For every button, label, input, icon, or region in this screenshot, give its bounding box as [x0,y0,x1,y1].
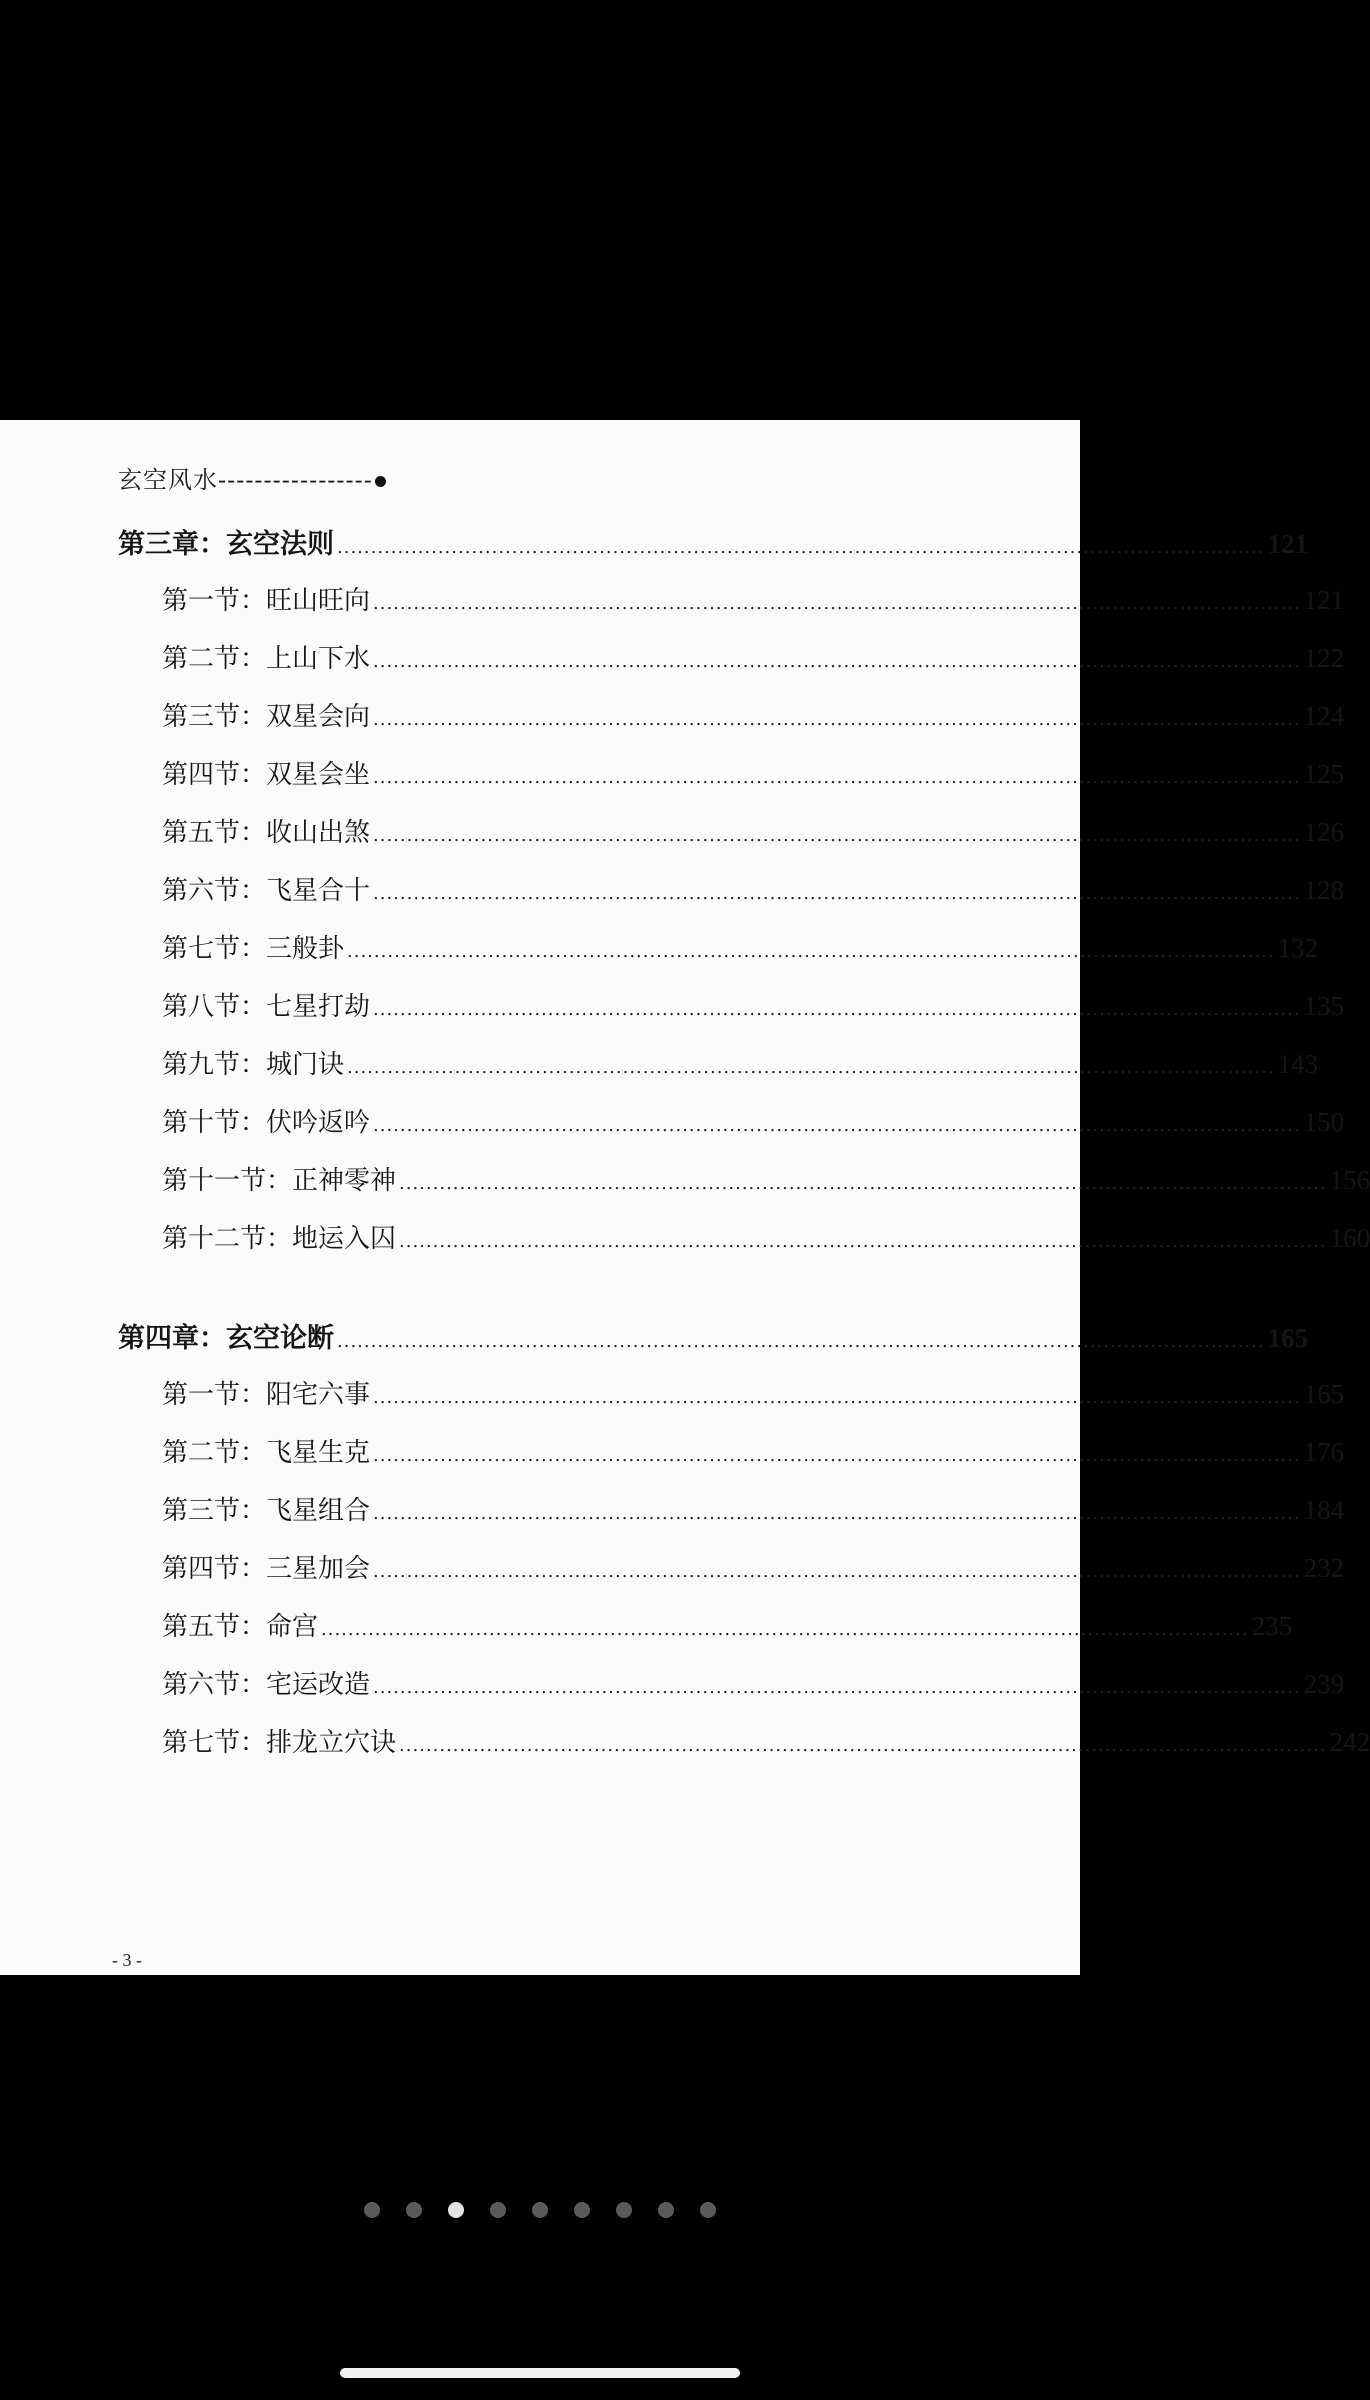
dot-leader: .......................................................................................................................................... [373,825,1301,846]
running-header [118,460,386,495]
dot-leader: .......................................................................................................................................... [373,1115,1301,1136]
toc-section [162,1160,1370,1200]
toc-chapter-4 [118,1316,1309,1356]
dot-leader: .......................................................................................................................................... [373,767,1301,788]
home-indicator-bar[interactable] [340,2368,740,2378]
dot-leader: .......................................................................................................................................... [373,1387,1301,1408]
section-title: 第十二节：地运入囚 [162,1224,397,1254]
dot-leader: .......................................................................................................................................... [347,941,1275,962]
section-page-number: 232 [1303,1553,1345,1583]
toc-section [162,1606,1293,1646]
section-title: 第一节：旺山旺向 [162,586,371,616]
page-dot[interactable] [406,2202,422,2218]
section-title: 第七节：排龙立穴诀 [162,1728,397,1758]
chapter-page-number: 165 [1267,1323,1309,1353]
dot-leader: .......................................................................................................................................... [321,1619,1249,1640]
toc-section [162,1218,1370,1258]
section-title: 第六节：飞星合十 [162,876,371,906]
page-dot[interactable] [658,2202,674,2218]
chapter-title: 第四章：玄空论断 [118,1323,334,1354]
dot-leader: .......................................................................................................................................... [373,1503,1301,1524]
section-page-number: 132 [1277,933,1319,963]
page-number-footer: - 3 - [112,1950,142,1970]
section-title: 第八节：七星打劫 [162,992,371,1022]
dot-leader: .......................................................................................................................................... [399,1173,1327,1194]
dot-leader: .......................................................................................................................................... [337,537,1265,558]
dot-leader: .......................................................................................................................................... [373,593,1301,614]
section-title: 第五节：收山出煞 [162,818,371,848]
dot-leader: .......................................................................................................................................... [373,1445,1301,1466]
dot-leader: .......................................................................................................................................... [373,1677,1301,1698]
toc-section [162,928,1319,968]
section-page-number: 239 [1303,1669,1345,1699]
section-title: 第七节：三般卦 [162,934,345,964]
chapter-title: 第三章：玄空法则 [118,529,334,560]
document-page[interactable] [0,420,1370,1975]
toc-section [162,638,1345,678]
dot-leader: .......................................................................................................................................... [373,999,1301,1020]
chapter-page-number: 121 [1267,529,1309,559]
page-dot[interactable] [364,2202,380,2218]
section-page-number: 184 [1303,1495,1345,1525]
section-page-number: 124 [1303,701,1345,731]
toc-section [162,812,1345,852]
dot-leader: .......................................................................................................................................... [337,1331,1265,1352]
dot-leader: .......................................................................................................................................... [399,1231,1327,1252]
page-dot-active[interactable] [448,2202,464,2218]
section-page-number: 235 [1251,1611,1293,1641]
toc-section [162,1432,1345,1472]
section-page-number: 143 [1277,1049,1319,1079]
page-dot[interactable] [616,2202,632,2218]
section-title: 第十节：伏吟返吟 [162,1108,371,1138]
dot-leader: .......................................................................................................................................... [373,709,1301,730]
page-dot[interactable] [574,2202,590,2218]
toc-section [162,1722,1370,1762]
section-page-number: 160 [1329,1223,1370,1253]
section-title: 第六节：宅运改造 [162,1670,371,1700]
section-title: 第三节：双星会向 [162,702,371,732]
toc-section [162,986,1345,1026]
dot-leader: .......................................................................................................................................... [399,1735,1327,1756]
section-title: 第四节：双星会坐 [162,760,371,790]
toc-section [162,1044,1319,1084]
toc-section [162,1490,1345,1530]
toc-section [162,1102,1345,1142]
section-page-number: 176 [1303,1437,1345,1467]
section-title: 第九节：城门诀 [162,1050,345,1080]
section-title: 第二节：上山下水 [162,644,371,674]
toc-section [162,870,1345,910]
page-dot[interactable] [700,2202,716,2218]
toc-section [162,754,1345,794]
toc-section [162,1664,1345,1704]
toc-section [162,1374,1345,1414]
section-page-number: 150 [1303,1107,1345,1137]
dot-leader: .......................................................................................................................................... [373,883,1301,904]
section-title: 第一节：阳宅六事 [162,1380,371,1410]
toc-section [162,696,1345,736]
page-dot[interactable] [532,2202,548,2218]
section-page-number: 128 [1303,875,1345,905]
section-title: 第十一节：正神零神 [162,1166,397,1196]
dot-leader: .......................................................................................................................................... [373,651,1301,672]
section-title: 第四节：三星加会 [162,1554,371,1584]
section-page-number: 122 [1303,643,1345,673]
page-indicator[interactable] [0,2202,1080,2218]
toc-section [162,1548,1345,1588]
page-dot[interactable] [490,2202,506,2218]
dot-leader: .......................................................................................................................................... [347,1057,1275,1078]
section-page-number: 242 [1329,1727,1370,1757]
toc-chapter-3 [118,522,1309,562]
running-header-text: 玄空风水----------------- [118,466,373,494]
bullet-dot-icon [375,476,386,487]
section-page-number: 126 [1303,817,1345,847]
toc-section [162,580,1345,620]
section-page-number: 125 [1303,759,1345,789]
section-page-number: 121 [1303,585,1345,615]
section-title: 第五节：命宫 [162,1612,319,1642]
dot-leader: .......................................................................................................................................... [373,1561,1301,1582]
section-page-number: 135 [1303,991,1345,1021]
section-page-number: 165 [1303,1379,1345,1409]
section-title: 第二节：飞星生克 [162,1438,371,1468]
section-page-number: 156 [1329,1165,1370,1195]
section-title: 第三节：飞星组合 [162,1496,371,1526]
